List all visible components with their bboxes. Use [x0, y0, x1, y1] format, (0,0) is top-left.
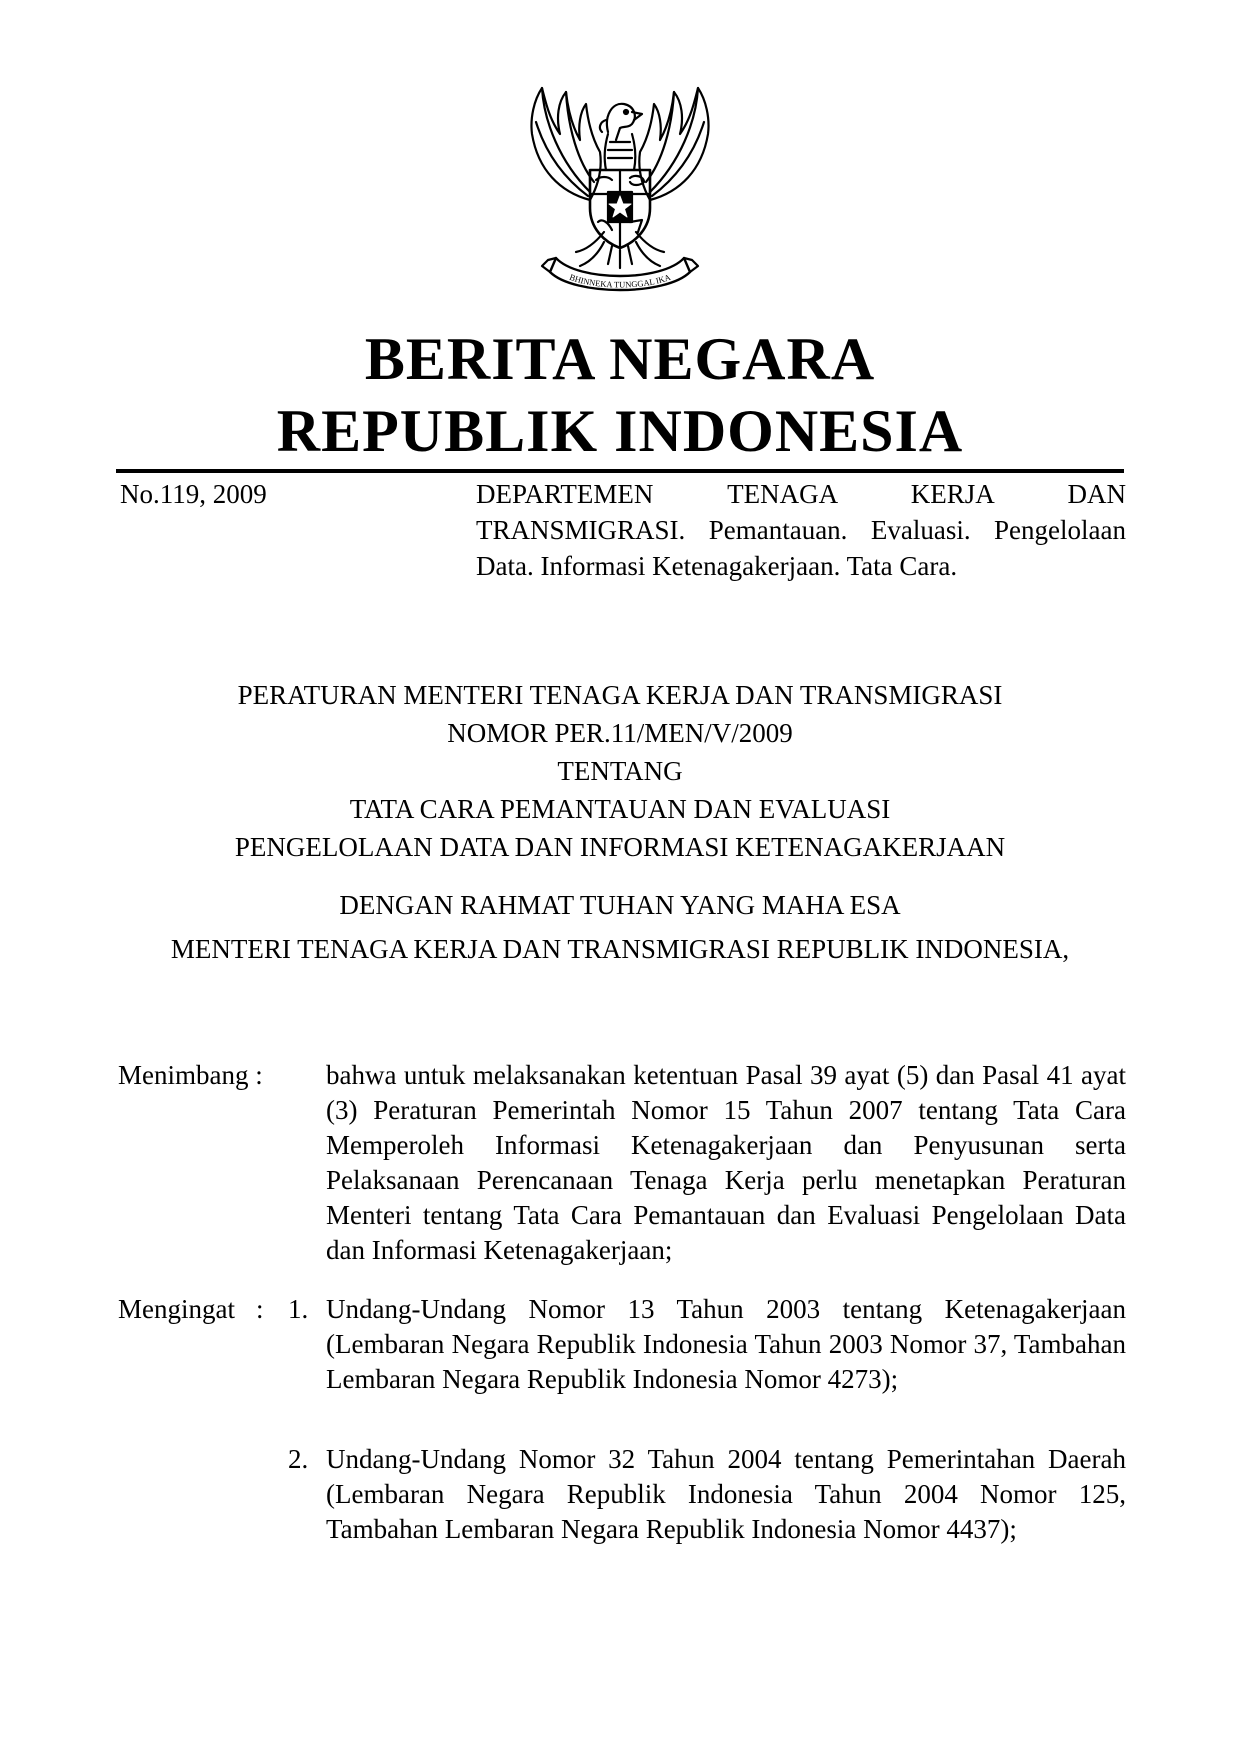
mengingat-item-text: Undang-Undang Nomor 32 Tahun 2004 tentang Pemerintahan Daerah (Lembaran Negara Republik Indonesia Tahun 2004 Nomor 125, Tambahan Lembaran Negara Republik Indonesia Nomor 4437); [326, 1444, 1126, 1544]
gazette-subject: DEPARTEMEN TENAGA KERJA DAN TRANSMIGRASI. Pemantauan. Evaluasi. Pengelolaan Data. Informasi Ketenagakerjaan. Tata Cara. [476, 479, 1126, 581]
mengingat-item-number: 2. [288, 1444, 309, 1474]
menimbang-label: Menimbang : [118, 1060, 263, 1090]
invocation: DENGAN RAHMAT TUHAN YANG MAHA ESA [339, 890, 901, 920]
menimbang-text: bahwa untuk melaksanakan ketentuan Pasal 39 ayat (5) dan Pasal 41 ayat (3) Peraturan Pemerintah Nomor 15 Tahun 2007 tentang Tata Cara Memperoleh Informasi Ketenagakerjaan dan Penyusunan serta Pelaksanaan Perencanaan Tenaga Kerja perlu menetapkan Peraturan Menteri tentang Tata Cara Pemantauan dan Evaluasi Pengelolaan Data dan Informasi Ketenagakerjaan; [326, 1060, 1126, 1265]
mengingat-item-text: Undang-Undang Nomor 13 Tahun 2003 tentang Ketenagakerjaan (Lembaran Negara Republik Indonesia Tahun 2003 Nomor 37, Tambahan Lembaran Negara Republik Indonesia Nomor 4273); [326, 1294, 1126, 1394]
garuda-pancasila-emblem [520, 82, 720, 300]
masthead-title: BERITA NEGARA [364, 326, 876, 392]
emblem-motto: BHINNEKA TUNGGAL IKA [568, 271, 672, 290]
mengingat-item-number: 1. [288, 1294, 309, 1324]
spacer [0, 866, 1240, 886]
issuer: MENTERI TENAGA KERJA DAN TRANSMIGRASI REPUBLIK INDONESIA, [170, 934, 1070, 964]
mengingat-colon: : [256, 1294, 264, 1324]
regulation-subject-line1: TATA CARA PEMANTAUAN DAN EVALUASI [349, 794, 891, 824]
regulation-subject-line2: PENGELOLAAN DATA DAN INFORMASI KETENAGAKERJAAN [234, 832, 1006, 862]
masthead-subtitle: REPUBLIK INDONESIA [276, 398, 964, 464]
regulation-about: TENTANG [557, 756, 683, 786]
masthead-divider [116, 469, 1124, 473]
regulation-title-block [0, 676, 1240, 968]
gazette-number: No.119, 2009 [120, 479, 267, 509]
mengingat-label: Mengingat [118, 1294, 235, 1324]
regulation-number: NOMOR PER.11/MEN/V/2009 [447, 718, 793, 748]
regulation-title: PERATURAN MENTERI TENAGA KERJA DAN TRANSMIGRASI [237, 680, 1003, 710]
